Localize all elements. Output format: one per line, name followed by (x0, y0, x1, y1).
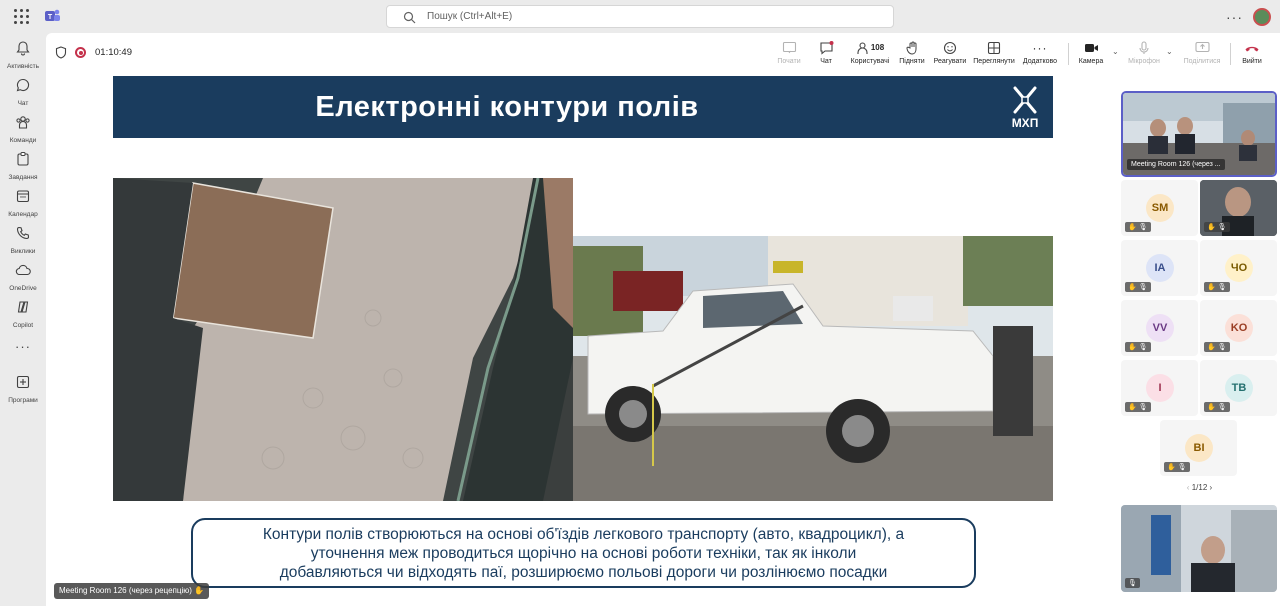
teams-icon (15, 114, 31, 130)
self-video (1121, 505, 1277, 592)
people-button[interactable] (848, 40, 892, 65)
more-apps-icon[interactable]: ··· (15, 339, 31, 354)
rail-label: Чат (17, 100, 29, 107)
toolbar-divider (1230, 43, 1231, 65)
mic-off-icon: ✋ 🎙 (1125, 402, 1151, 412)
rail-item-onedrive[interactable] (0, 262, 46, 292)
bell-icon (15, 40, 31, 56)
meeting-toolbar (46, 33, 1280, 75)
participant-video-tile[interactable] (1200, 180, 1277, 236)
mic-off-icon: ✋ 🎙 (1164, 462, 1190, 472)
rail-label: OneDrive (9, 285, 37, 292)
view-label: Переглянути (973, 58, 1015, 65)
share-label: Поділитися (1183, 58, 1221, 65)
camera-button[interactable] (1076, 40, 1106, 65)
react-button[interactable] (932, 40, 968, 65)
participant-tile[interactable] (1121, 240, 1198, 296)
participant-tile[interactable] (1121, 180, 1198, 236)
tasks-icon (15, 151, 31, 167)
logo-text: МХП (1011, 116, 1039, 130)
chevron-down-icon[interactable]: ⌄ (1112, 47, 1119, 56)
rail-item-activity[interactable] (0, 40, 46, 70)
meeting-stage (46, 33, 1280, 606)
rail-item-apps[interactable] (0, 374, 46, 404)
shield-icon[interactable] (55, 46, 67, 59)
grid-view-icon (987, 41, 1001, 55)
avatar: SM (1146, 194, 1174, 222)
presenter-label (54, 583, 209, 599)
view-button[interactable] (972, 40, 1016, 65)
rail-item-copilot[interactable] (0, 299, 46, 329)
rail-label: Виклики (10, 248, 36, 255)
main-tile-label: Meeting Room 126 (через ... (1127, 159, 1225, 170)
mic-off-icon: ✋ 🎙 (1125, 342, 1151, 352)
presenter-name: Meeting Room 126 (через рецепцію) (59, 586, 192, 595)
participants-count: 108 (870, 43, 885, 52)
mic-icon (1138, 41, 1150, 55)
teams-logo-icon (44, 8, 61, 24)
mic-off-icon: ✋ 🎙 (1204, 282, 1230, 292)
search-icon (403, 11, 416, 24)
mic-off-icon: ✋ 🎙 (1204, 222, 1230, 232)
people-icon (856, 41, 869, 55)
mic-off-icon: ✋ 🎙 (1125, 222, 1151, 232)
participant-tile[interactable] (1160, 420, 1237, 476)
recording-icon (75, 47, 86, 58)
whiteboard-icon (782, 41, 797, 55)
more-button[interactable] (1021, 40, 1059, 65)
chat-icon (15, 77, 31, 93)
copilot-icon (15, 299, 31, 315)
avatar: ЧО (1225, 254, 1253, 282)
chevron-right-icon[interactable]: › (1209, 483, 1213, 492)
caption-line: добавляються чи відходять паї, розширюємо польові дороги чи розлінюємо посадки (279, 564, 888, 581)
calendar-icon (15, 188, 31, 204)
app-launcher-icon[interactable] (14, 9, 30, 25)
shared-slide (59, 75, 1120, 600)
camera-label: Камера (1078, 58, 1104, 65)
chat-label: Чат (820, 58, 832, 65)
rail-item-tasks[interactable] (0, 151, 46, 181)
rail-label: Команди (9, 137, 37, 144)
search-placeholder: Пошук (Ctrl+Alt+E) (427, 11, 513, 22)
people-label: Користувачі (850, 58, 890, 65)
participant-gallery (1119, 90, 1280, 606)
mic-label: Мікрофон (1128, 58, 1160, 65)
apps-icon (15, 374, 31, 390)
start-button[interactable] (774, 40, 804, 65)
raise-hand-button[interactable] (897, 40, 927, 65)
mic-off-icon: ✋ 🎙 (1125, 282, 1151, 292)
leave-button[interactable] (1238, 40, 1266, 65)
rail-label: Програми (8, 397, 38, 404)
rail-label: Календар (8, 211, 38, 218)
toolbar-divider (1068, 43, 1069, 65)
cloud-icon (15, 262, 31, 278)
aerial-field-image (113, 178, 573, 501)
hand-icon (906, 41, 919, 55)
avatar: KO (1225, 314, 1253, 342)
avatar: VV (1146, 314, 1174, 342)
camera-icon (1084, 42, 1099, 54)
share-icon (1195, 41, 1210, 54)
rail-item-calls[interactable] (0, 225, 46, 255)
leave-label: Вийти (1242, 58, 1262, 65)
emoji-icon (943, 41, 957, 55)
avatar: ТВ (1225, 374, 1253, 402)
pager-text: 1/12 (1191, 483, 1208, 492)
app-rail (0, 33, 46, 606)
mic-off-icon: ✋ 🎙 (1204, 402, 1230, 412)
participant-tile[interactable] (1200, 300, 1277, 356)
title-bar (0, 0, 1280, 33)
rail-item-calendar[interactable] (0, 188, 46, 218)
rail-item-teams[interactable] (0, 114, 46, 144)
meeting-timer: 01:10:49 (95, 47, 132, 58)
start-label: Почати (777, 58, 801, 65)
slide-banner (113, 76, 1053, 138)
windmill-icon (1005, 84, 1045, 116)
caption-line: Контури полів створюються на основі об'їздів легкового транспорту (авто, квадроцикл), а (262, 526, 905, 543)
mhp-logo (1005, 84, 1045, 130)
participant-tile[interactable] (1121, 300, 1198, 356)
caption-line: уточнення меж проводиться щорічно на основі роботи техніки, так як інколи (310, 545, 857, 562)
gallery-pager (1119, 483, 1280, 492)
search-input[interactable] (386, 5, 894, 28)
chat-icon (819, 41, 834, 55)
svg-text:T: T (47, 14, 53, 21)
participant-tile[interactable] (1200, 240, 1277, 296)
more-icon: ··· (1032, 40, 1048, 55)
avatar: IA (1146, 254, 1174, 282)
participant-tile[interactable] (1200, 360, 1277, 416)
user-avatar[interactable] (1253, 8, 1271, 26)
react-label: Реагувати (933, 58, 967, 65)
self-video-tile[interactable] (1121, 505, 1277, 592)
avatar: ВІ (1185, 434, 1213, 462)
rail-label: Завдання (8, 174, 38, 181)
phone-icon (15, 225, 31, 241)
more-label: Додатково (1022, 58, 1058, 65)
mic-off-icon: ✋ 🎙 (1204, 342, 1230, 352)
share-button[interactable] (1182, 40, 1222, 65)
more-options-icon[interactable]: ··· (1226, 9, 1243, 25)
mic-button[interactable] (1126, 40, 1162, 65)
rail-label: Copilot (12, 322, 34, 329)
rail-label: Активність (7, 63, 39, 70)
slide-title: Електронні контури полів (315, 91, 699, 123)
rail-item-chat[interactable] (0, 77, 46, 107)
mic-off-icon: ✋ (194, 586, 205, 595)
chevron-down-icon[interactable]: ⌄ (1166, 47, 1173, 56)
mic-off-icon: 🎙 (1125, 578, 1140, 588)
chat-button[interactable] (816, 40, 836, 65)
hang-up-icon (1244, 43, 1260, 53)
avatar: I (1146, 374, 1174, 402)
raise-label: Підняти (899, 58, 925, 65)
survey-truck-image (573, 236, 1053, 501)
main-video-tile[interactable] (1121, 91, 1277, 177)
slide-caption (191, 518, 976, 588)
chevron-left-icon[interactable]: ‹ (1186, 483, 1190, 492)
participant-tile[interactable] (1121, 360, 1198, 416)
